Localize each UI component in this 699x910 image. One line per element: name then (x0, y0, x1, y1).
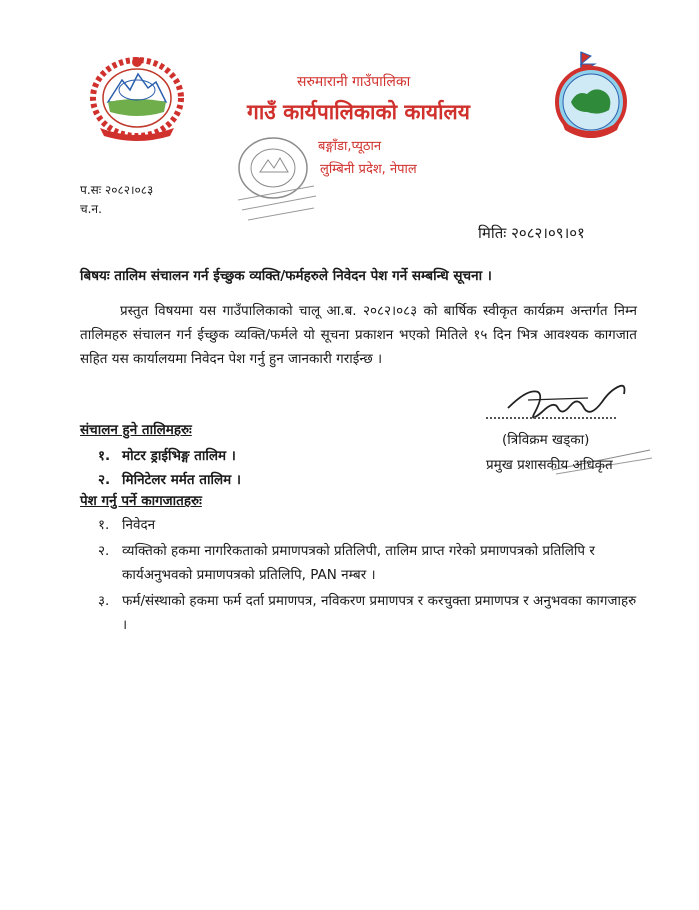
signatory-title: प्रमुख प्रशासकीय अधिकृत (486, 457, 613, 473)
documents-list (98, 513, 638, 639)
trainings-list (98, 444, 241, 492)
nepal-emblem-icon (86, 50, 188, 142)
letter-reference-number: प.सः २०८२।०८३ (80, 183, 154, 197)
list-item-number: २. (98, 543, 110, 559)
signature-block (486, 378, 656, 488)
handwritten-signature (498, 378, 648, 430)
list-item-number: २. (98, 472, 111, 488)
signatory-name: (त्रिविक्रम खड्का) (502, 432, 590, 448)
letter-date: मितिः २०८२।०९।०१ (478, 224, 585, 242)
list-item (98, 589, 638, 637)
list-item-text: फर्म/संस्थाको हकमा फर्म दर्ता प्रमाणपत्र, नविकरण प्रमाणपत्र र करचुक्ता प्रमाणपत्र र अनुभवका कागजाहरु । (122, 593, 637, 633)
office-name: गाउँ कार्यपालिकाको कार्यालय (247, 100, 470, 124)
office-province: लुम्बिनी प्रदेश, नेपाल (320, 162, 417, 177)
list-item-number: १. (98, 448, 111, 464)
office-address: बङ्गाँडा,प्यूठान (318, 139, 382, 154)
list-item (98, 539, 638, 587)
office-seal (218, 128, 328, 224)
list-item-text: व्यक्तिको हकमा नागरिकताको प्रमाणपत्रको प्रतिलिपी, तालिम प्राप्त गरेको प्रमाणपत्रको प्रतिलिपि र कार्यअनुभवको प्रमाणपत्रको प्रतिलिपि, PAN नम्बर । (122, 543, 595, 583)
list-item (98, 513, 638, 537)
list-item-text: मिनिटेलर मर्मत तालिम । (122, 472, 242, 488)
list-item-number: १. (98, 517, 110, 533)
municipality-logo-icon (551, 50, 631, 140)
list-item (98, 444, 241, 468)
signature-line (486, 417, 616, 419)
list-item (98, 468, 241, 492)
dispatch-number: च.न. (80, 202, 102, 216)
documents-heading: पेश गर्नु पर्ने कागजातहरुः (80, 493, 202, 509)
list-item-text: निवेदन (122, 517, 156, 533)
municipality-name: सरुमारानी गाउँपालिका (297, 74, 411, 90)
list-item-text: मोटर ड्राईभिङ्ग तालिम । (122, 448, 236, 464)
list-item-number: ३. (98, 593, 110, 609)
trainings-heading: संचालन हुने तालिमहरुः (80, 422, 192, 438)
notice-subject: बिषयः तालिम संचालन गर्न ईच्छुक व्यक्ति/फर्महरुले निवेदन पेश गर्ने सम्बन्धि सूचना । (80, 268, 492, 284)
notice-body: प्रस्तुत विषयमा यस गाउँपालिकाको चालू आ.ब. २०८२।०८३ को बार्षिक स्वीकृत कार्यक्रम अन्तर्गत निम्न तालिमहरु संचालन गर्न ईच्छुक व्यक्ति/फर्मले यो सूचना प्रकाशन भएको मितिले १५ दिन भित्र आवश्यक कागजात सहित यस कार्यालयमा निवेदन पेश गर्नु हुन जानकारी गराईन्छ । (80, 303, 637, 367)
